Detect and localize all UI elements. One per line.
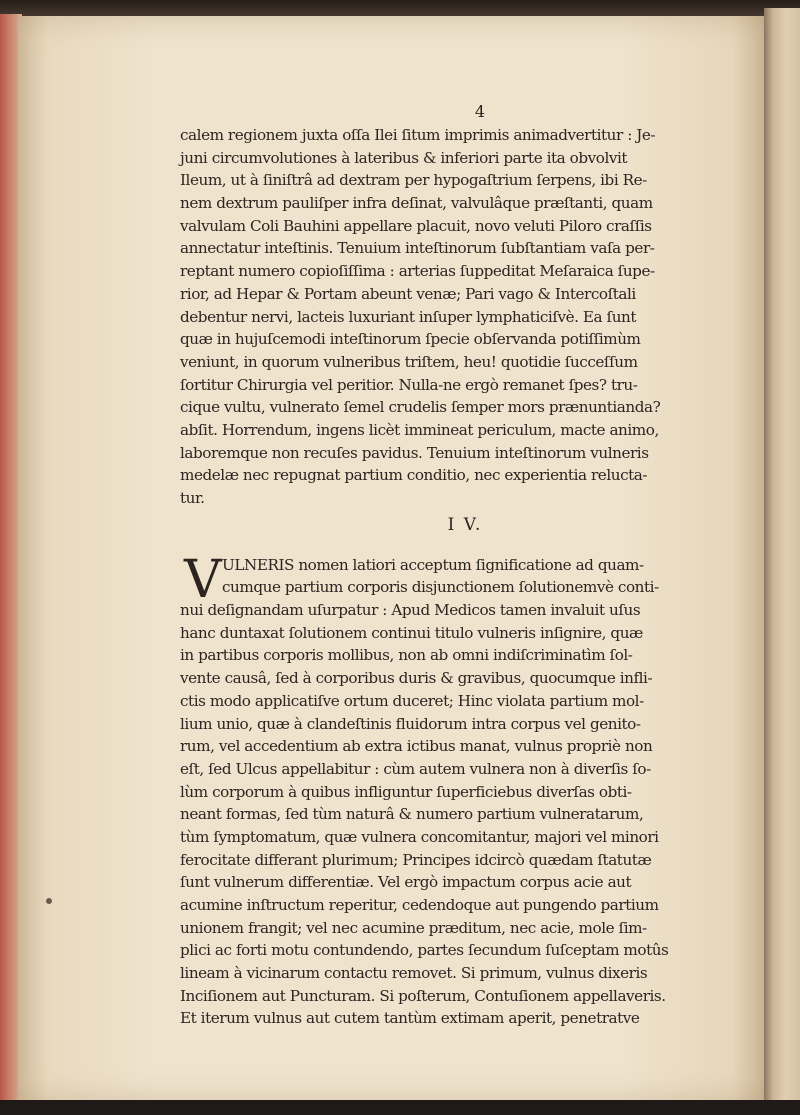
text-line: debentur nervi, lacteis luxuriant inſuper lymphaticiſvè. Ea ſunt bbox=[180, 307, 637, 326]
text-line: vente causâ, ſed à corporibus duris & gravibus, quocumque infli- bbox=[180, 669, 653, 688]
text-line: lùm corporum à quibus infliguntur ſuperficiebus diverſas obti- bbox=[180, 782, 632, 801]
text-line: eſt, ſed Ulcus appellabitur : cùm autem vulnera non à diverſis ſo- bbox=[180, 759, 651, 778]
text-line: rum, vel accedentium ab extra ictibus manat, vulnus propriè non bbox=[180, 737, 653, 756]
page-number: 4 bbox=[474, 102, 486, 121]
text-line: tur. bbox=[180, 489, 205, 507]
text-line: plici ac forti motu contundendo, partes ſecundum ſuſceptam motûs bbox=[180, 941, 669, 960]
section-heading: I V. bbox=[447, 514, 483, 535]
text-line: rior, ad Hepar & Portam abeunt venæ; Pari vago & Intercoſtali bbox=[180, 284, 636, 303]
text-line: veniunt, in quorum vulneribus triſtem, heu! quotidie ſucceſſum bbox=[180, 352, 638, 371]
text-line: nem dextrum pauliſper infra deſinat, valvulâque præſtanti, quam bbox=[180, 194, 653, 213]
ink-spot bbox=[46, 898, 52, 904]
text-line: in partibus corporis mollibus, non ab omni indiſcriminatìm ſol- bbox=[180, 646, 633, 665]
text-line: ferocitate differant plurimum; Principes idcircò quædam ſtatutæ bbox=[180, 850, 652, 869]
text-line: juni circumvolutiones à lateribus & inferiori parte ita obvolvit bbox=[180, 148, 628, 167]
text-line: acumine inſtructum reperitur, cedendoque aut pungendo partium bbox=[180, 896, 659, 914]
text-line: medelæ nec repugnat partium conditio, nec experientia relucta- bbox=[180, 466, 648, 485]
text-line: unionem frangit; vel nec acumine præditum, nec acie, mole ſim- bbox=[180, 918, 647, 937]
text-line: ſortitur Chirurgia vel peritior. Nulla-ne ergò remanet ſpes? tru- bbox=[180, 375, 638, 394]
text-line: abſit. Horrendum, ingens licèt immineat periculum, macte animo, bbox=[180, 420, 659, 439]
page-text bbox=[180, 104, 750, 1030]
text-line: cique vultu, vulnerato ſemel crudelis ſemper mors prænuntianda? bbox=[180, 398, 661, 417]
book-bottom-edge bbox=[0, 1100, 800, 1115]
text-line: lium unio, quæ à clandeſtinis fluidorum intra corpus vel genito- bbox=[180, 714, 641, 733]
text-line: Inciſionem aut Puncturam. Si poſterum, Contuſionem appellaveris. bbox=[180, 986, 666, 1005]
text-line: ctis modo applicatiſve ortum duceret; Hinc violata partium mol- bbox=[180, 691, 644, 710]
text-line: laboremque non recuſes pavidus. Tenuium inteſtinorum vulneris bbox=[180, 443, 649, 462]
text-line: ſunt vulnerum differentiæ. Vel ergò impactum corpus acie aut bbox=[180, 873, 632, 892]
drop-cap: V bbox=[184, 549, 222, 610]
text-line: annectatur inteſtinis. Tenuium inteſtinorum ſubſtantiam vaſa per- bbox=[180, 239, 655, 258]
text-line: neant formas, ſed tùm naturâ & numero partium vulneratarum, bbox=[180, 805, 644, 824]
text-line: ULNERIS nomen latiori acceptum ſignificatione ad quam- bbox=[222, 555, 644, 574]
text-line: calem regionem juxta oſſa Ilei ſitum imprimis animadvertitur : Je- bbox=[180, 126, 656, 144]
paragraph-2 bbox=[180, 549, 750, 1030]
text-line: Et iterum vulnus aut cutem tantùm extimam aperit, penetratve bbox=[180, 1009, 640, 1028]
text-line: Ileum, ut à ſiniſtrâ ad dextram per hypogaſtrium ſerpens, ibi Re- bbox=[180, 171, 647, 190]
text-line: hanc duntaxat ſolutionem continui titulo vulneris inſignire, quæ bbox=[180, 623, 643, 642]
text-line: reptant numero copioſiſſima : arterias ſuppeditat Meſaraica ſupe- bbox=[180, 262, 655, 281]
text-line: quæ in hujuſcemodi inteſtinorum ſpecie obſervanda potiſſimùm bbox=[180, 330, 641, 349]
book-page-edges-right bbox=[764, 8, 800, 1108]
text-line: nui deſignandam uſurpatur : Apud Medicos tamen invaluit uſus bbox=[180, 601, 641, 620]
paragraph-1 bbox=[180, 124, 750, 510]
text-line: lineam à vicinarum contactu removet. Si primum, vulnus dixeris bbox=[180, 964, 648, 983]
text-line: valvulam Coli Bauhini appellare placuit, novo veluti Piloro craſſis bbox=[180, 216, 652, 235]
text-line: tùm ſymptomatum, quæ vulnera concomitantur, majori vel minori bbox=[180, 827, 659, 846]
text-line: cumque partium corporis disjunctionem ſolutionemvè conti- bbox=[222, 578, 659, 597]
